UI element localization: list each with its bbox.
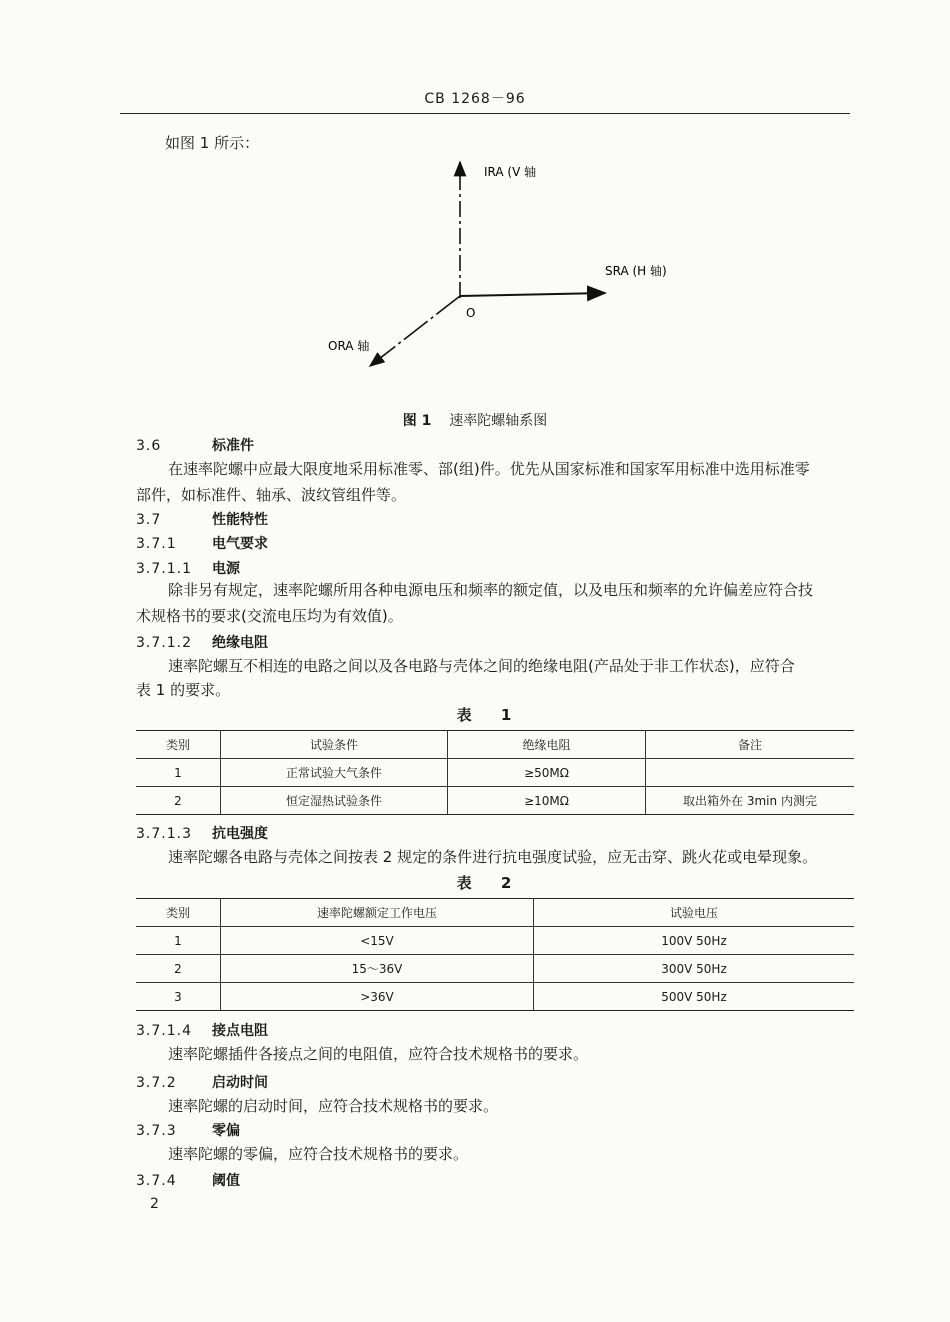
- sra-axis-label: SRA (H 轴): [605, 264, 667, 278]
- section-3-7-3-para: 速率陀螺的零偏，应符合技术规格书的要求。: [168, 1145, 469, 1163]
- table-1-title: 表 1: [456, 706, 524, 724]
- table-2: [136, 898, 854, 1011]
- table-1: [136, 730, 854, 815]
- section-3-7-1-1-heading: 3.7.1.1 电源: [136, 561, 240, 577]
- section-3-7-3-heading: 3.7.3 零偏: [136, 1123, 240, 1139]
- header-rule: [120, 113, 850, 114]
- table-cell: ≥50MΩ: [448, 759, 646, 787]
- table-header-row: [136, 899, 854, 927]
- table-row: [136, 983, 854, 1011]
- section-3-7-1-1-para-line2: 术规格书的要求(交流电压均为有效值)。: [136, 607, 403, 625]
- page-number: 2: [150, 1196, 159, 1212]
- table-cell: 15～36V: [221, 955, 534, 983]
- section-3-6-para-line1: 在速率陀螺中应最大限度地采用标准零、部(组)件。优先从国家标准和国家军用标准中选用标准零: [168, 460, 810, 478]
- ora-axis-label: ORA 轴: [328, 339, 370, 353]
- section-3-7-2-para: 速率陀螺的启动时间，应符合技术规格书的要求。: [168, 1097, 499, 1115]
- table-row: [136, 955, 854, 983]
- table-header-cell: 类别: [136, 731, 221, 759]
- table-row: [136, 759, 854, 787]
- section-3-7-4-heading: 3.7.4 阈值: [136, 1173, 240, 1189]
- table-cell: 2: [136, 955, 221, 983]
- table-header-cell: 速率陀螺额定工作电压: [221, 899, 534, 927]
- section-3-7-1-4-heading: 3.7.1.4 接点电阻: [136, 1023, 268, 1039]
- table-cell: 300V 50Hz: [534, 955, 855, 983]
- figure-intro: 如图 1 所示：: [165, 134, 260, 152]
- sra-axis-line: [460, 293, 605, 296]
- table-2-title: 表 2: [456, 874, 524, 892]
- table-cell: ≥10MΩ: [448, 787, 646, 815]
- table-header-cell: 类别: [136, 899, 221, 927]
- table-header-row: [136, 731, 854, 759]
- table-header-cell: 绝缘电阻: [448, 731, 646, 759]
- table-cell: 2: [136, 787, 221, 815]
- section-3-7-1-2-para-line1: 速率陀螺互不相连的电路之间以及各电路与壳体之间的绝缘电阻(产品处于非工作状态)，应符合: [168, 657, 795, 675]
- ira-axis-label: IRA (V 轴: [484, 165, 537, 179]
- table-cell: [646, 759, 855, 787]
- page-header: CB 1268－96: [424, 91, 526, 107]
- table-cell: 500V 50Hz: [534, 983, 855, 1011]
- table-header-cell: 试验电压: [534, 899, 855, 927]
- table-cell: 恒定湿热试验条件: [221, 787, 448, 815]
- section-3-7-1-3-para: 速率陀螺各电路与壳体之间按表 2 规定的条件进行抗电强度试验，应无击穿、跳火花或电晕现象。: [168, 848, 818, 866]
- section-3-7-1-1-para-line1: 除非另有规定，速率陀螺所用各种电源电压和频率的额定值，以及电压和频率的允许偏差应符合技: [168, 581, 814, 599]
- table-header-cell: 备注: [646, 731, 855, 759]
- table-cell: 1: [136, 759, 221, 787]
- section-3-7-1-4-para: 速率陀螺插件各接点之间的电阻值，应符合技术规格书的要求。: [168, 1045, 589, 1063]
- table-cell: 正常试验大气条件: [221, 759, 448, 787]
- figure-caption-label: 图 1: [402, 413, 432, 429]
- table-cell: 取出箱外在 3min 内测完: [646, 787, 855, 815]
- figure-caption: [0, 410, 950, 430]
- table-cell: >36V: [221, 983, 534, 1011]
- table-cell: 1: [136, 927, 221, 955]
- table-header-cell: 试验条件: [221, 731, 448, 759]
- table-cell: 100V 50Hz: [534, 927, 855, 955]
- table-cell: <15V: [221, 927, 534, 955]
- table-cell: 3: [136, 983, 221, 1011]
- figure-caption-text: 速率陀螺轴系图: [449, 413, 548, 429]
- section-3-7-1-2-para-line2: 表 1 的要求。: [136, 681, 231, 699]
- section-3-6-para-line2: 部件，如标准件、轴承、波纹管组件等。: [136, 486, 407, 504]
- ora-axis-line: [370, 296, 460, 366]
- section-3-7-1-3-heading: 3.7.1.3 抗电强度: [136, 826, 268, 842]
- origin-label: O: [466, 306, 476, 320]
- section-3-7-1-2-heading: 3.7.1.2 绝缘电阻: [136, 635, 268, 651]
- table-row: [136, 927, 854, 955]
- section-3-6-heading: 3.6 标准件: [136, 438, 254, 454]
- section-3-7-1-heading: 3.7.1 电气要求: [136, 536, 268, 552]
- section-3-7-heading: 3.7 性能特性: [136, 512, 268, 528]
- section-3-7-2-heading: 3.7.2 启动时间: [136, 1075, 268, 1091]
- table-row: [136, 787, 854, 815]
- axis-diagram: [300, 150, 700, 380]
